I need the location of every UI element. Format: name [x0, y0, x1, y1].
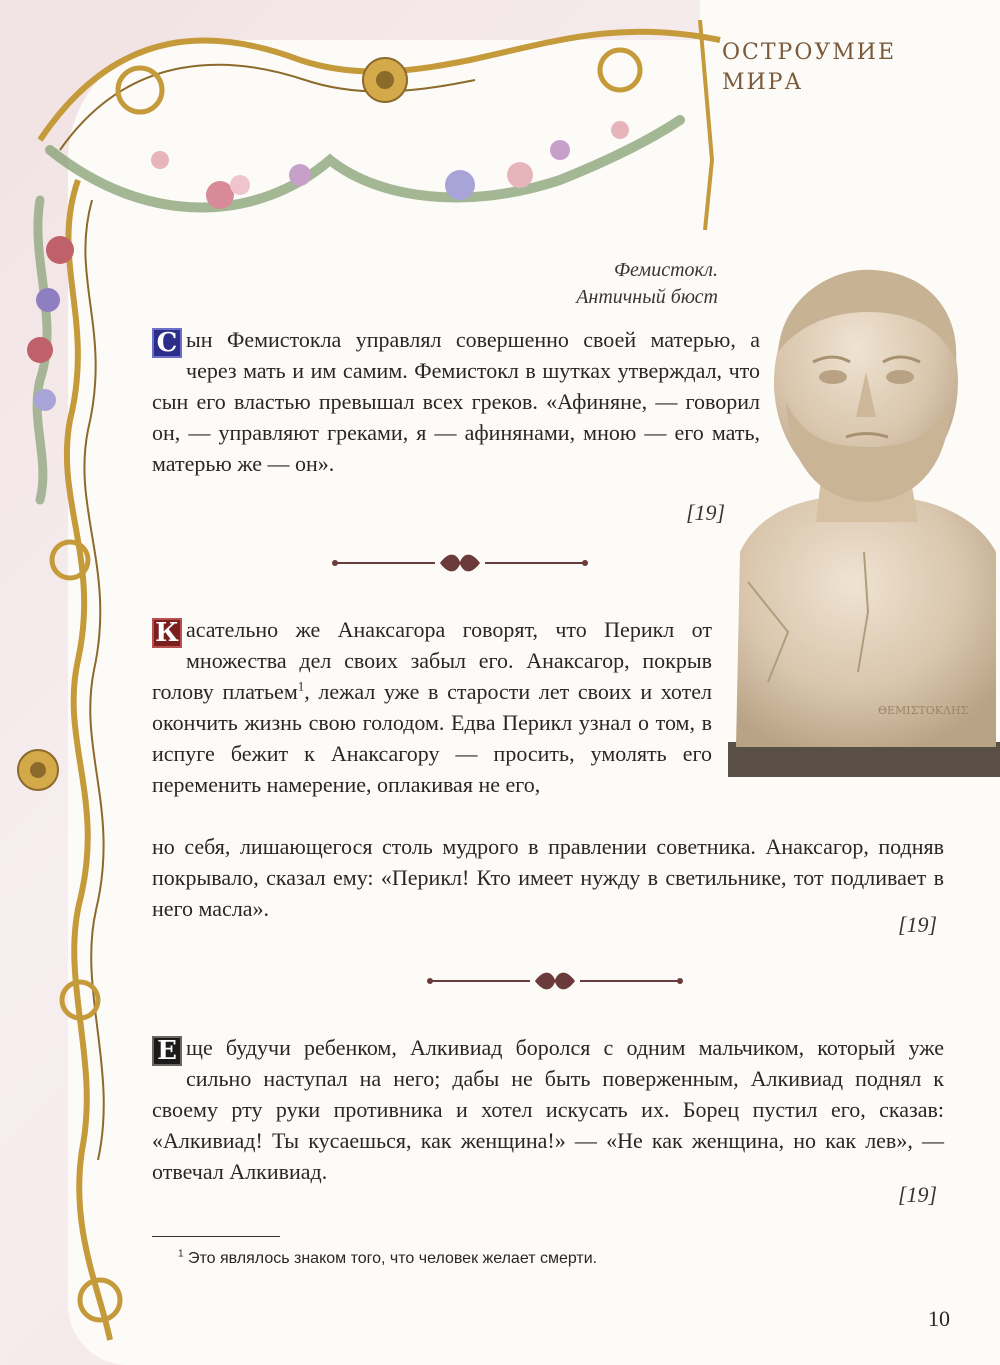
bust-base [728, 742, 1000, 777]
bust-inscription: ΘΕΜΙΣΤΟΚΛΗΣ [878, 704, 969, 717]
page-number: 10 [928, 1306, 950, 1331]
scroll-curl-2 [600, 50, 640, 90]
story-2-dropcap: К [152, 618, 182, 648]
garland [50, 120, 680, 208]
story-1-text: ын Фемистокла управлял совершенно своей матерью, а через мать и им самим. Фемистокл в шутках утверждал, что сын его властью превышал всех греков. «Афиняне, — говорил он, — управляют греками, я — афинянами, мною — его мать, матерью же — он». [152, 327, 760, 476]
caption-line2: Античный бюст [576, 286, 718, 308]
story-2-continuation: но себя, лишающегося столь мудрого в правлении советника. Анаксагор, подняв покрывало, сказал ему: «Перикл! Кто имеет нужду в светильнике, тот подливает в него масла». [152, 834, 944, 921]
story-3-paragraph [152, 1032, 944, 1187]
story-1-dropcap: С [152, 328, 182, 358]
story-2-paragraph [152, 614, 712, 800]
footnote-text: Это являлось знаком того, что человек желает смерти. [183, 1250, 598, 1267]
themistocles-bust-image [728, 252, 1000, 777]
section-title-line1: ОСТРОУМИЕ [722, 40, 897, 65]
story-3-source: [19] [898, 1182, 938, 1207]
scroll-curl-1 [118, 68, 162, 112]
story-3-text: ще будучи ребенком, Алкивиад боролся с одним мальчиком, который уже сильно наступал на него; дабы не быть поверженным, Алкивиад поднял к своему рту руки противника и хотел искусать их. Борец пустил его, сказав: «Алкивиад! Ты кусаешься, как женщина!» — «Не как женщина, но как лев», — отвечал Алкивиад. [152, 1035, 944, 1184]
section-title-line2: МИРА [722, 70, 804, 95]
divider-2 [425, 966, 685, 996]
story-2-source: [19] [898, 912, 938, 937]
story-2-text-b: , лежал уже в старости лет своих и хотел окончить жизнь свою голодом. Едва Перикл узнал о том, в испуге бежит к Анаксагору — просить, умолять его переменить намерение, оплакивая не его, [152, 679, 712, 797]
footnote-rule [152, 1236, 280, 1237]
divider-1 [330, 548, 590, 578]
story-2-text-a: асательно же Анаксагора говорят, что Перикл от множества дел своих забыл его. Анаксагор, покрыв голову платьем [152, 617, 712, 704]
image-caption [470, 257, 718, 311]
story-1-source: [19] [686, 500, 726, 525]
section-title [722, 38, 982, 98]
caption-line1: Фемистокл. [613, 259, 718, 281]
footnote-marker: 1 [297, 678, 305, 694]
footnote-mark: 1 [178, 1248, 184, 1260]
story-1-paragraph [152, 324, 760, 479]
story-3-dropcap: Е [152, 1036, 182, 1066]
footnote [178, 1250, 778, 1268]
frame-right-header [700, 20, 712, 230]
frame-left-scroll [67, 180, 110, 1340]
